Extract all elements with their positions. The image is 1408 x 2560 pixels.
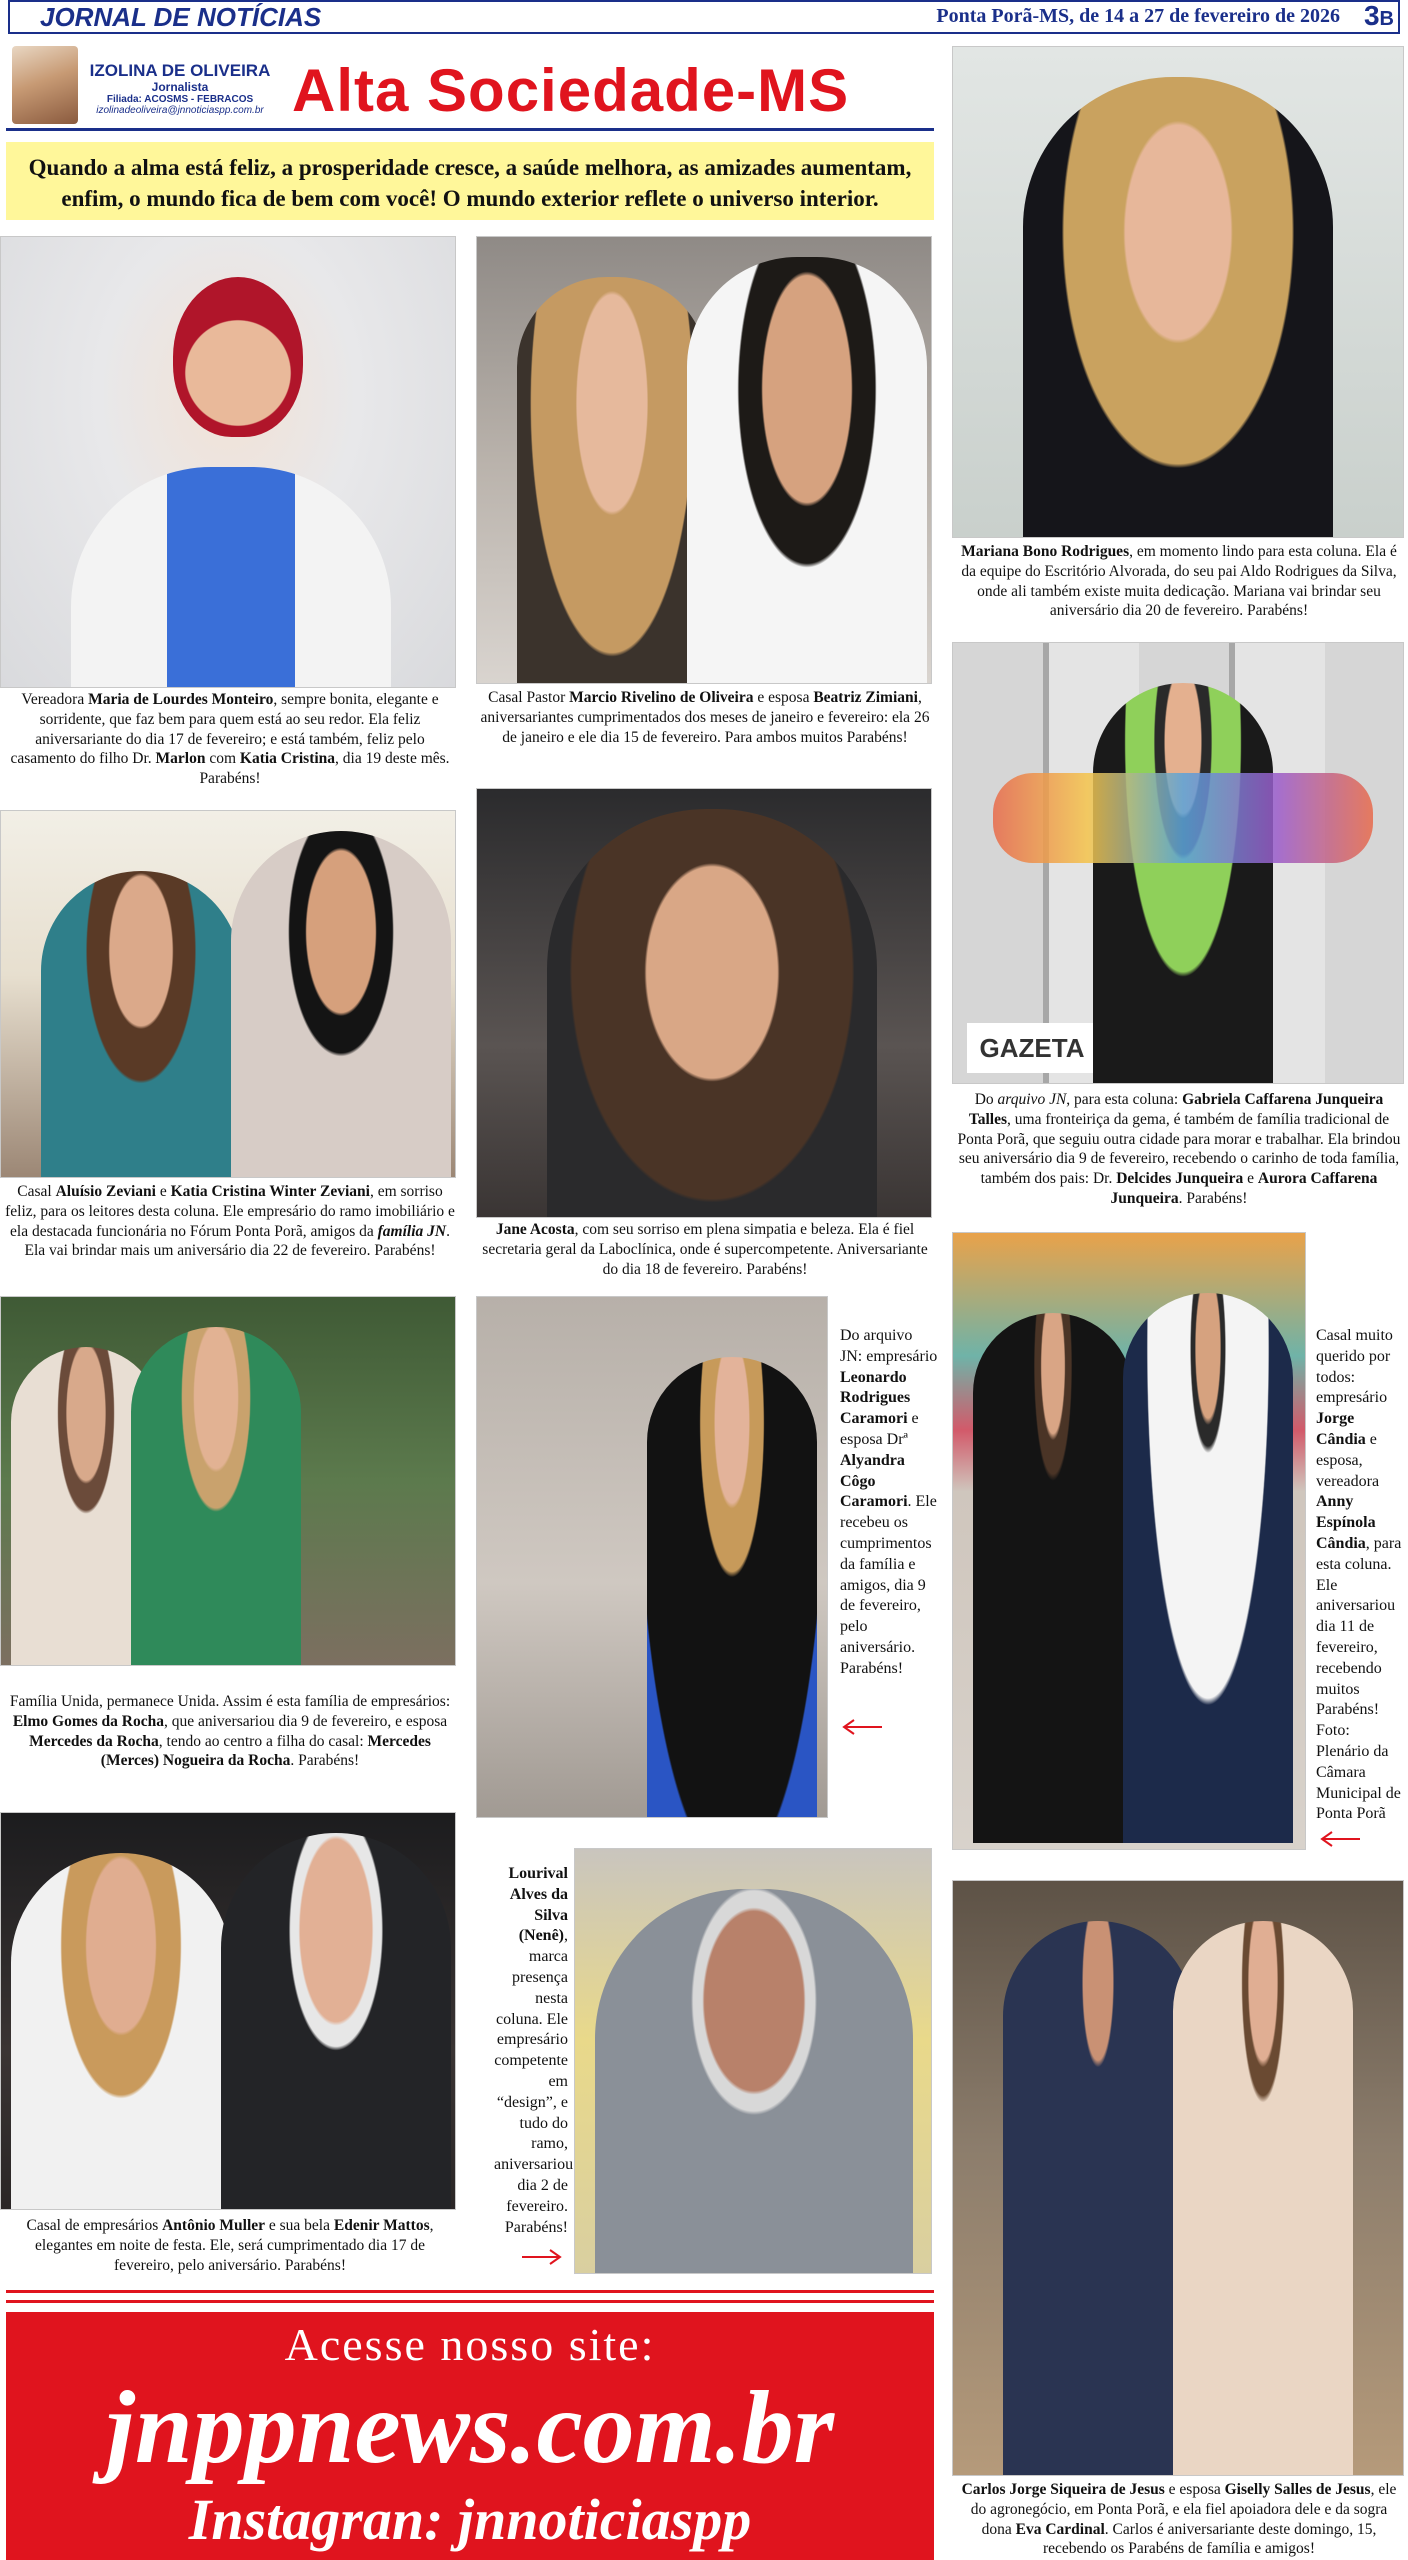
caption-carlos	[956, 2480, 1402, 2559]
cap-text: , em momento lindo para esta coluna. Ela é da equipe do Escritório Alvorada, do seu pai Aldo Rodrigues da Silva, onde ali também existe muita dedicação. Mariana vai brindar seu aniversário dia 20 de fevereiro. Parabéns!	[961, 543, 1397, 620]
column-quote: Quando a alma está feliz, a prosperidade cresce, a saúde melhora, as amizades aumentam, enfim, o mundo fica de bem com você! O mundo exterior reflete o universo interior.	[6, 142, 934, 220]
cap-text: com	[205, 750, 240, 768]
cap-text: , marca presença nesta coluna. Ele empresário competente em “design”, e tudo do ramo, aniversariou dia 2 de fevereiro. Parabéns!	[494, 1927, 574, 2236]
cap-name: Alyandra Côgo Caramori	[840, 1451, 908, 1511]
caption-jorge	[1316, 1326, 1404, 1825]
silhouette-man	[231, 831, 451, 1178]
paper-name: JORNAL DE NOTÍCIAS	[40, 2, 322, 32]
page-section: B	[1379, 8, 1394, 30]
arrow-left-icon	[840, 1718, 884, 1736]
ad-instagram-link[interactable]: Instagran: jnnoticiaspp	[188, 2487, 752, 2552]
caption-mariana	[956, 542, 1402, 621]
cap-name: Anny Espínola Cândia	[1316, 1493, 1376, 1552]
caption-aluisio	[4, 1182, 456, 1261]
photo-lourival	[574, 1848, 932, 2274]
cap-name: Mercedes da Rocha	[29, 1732, 159, 1750]
silhouette-man	[1003, 1921, 1193, 2476]
cap-text: , para esta coluna. Ele aniversariou dia 11 de fevereiro, recebendo muitos Parabéns! Foto: Plenário da Câmara Municipal de Ponta Porã	[1316, 1534, 1402, 1823]
cap-text: . Parabéns!	[1178, 1190, 1248, 1208]
author-affiliation: Filiada: ACOSMS - FEBRACOS	[106, 93, 254, 105]
cap-name: Elmo Gomes da Rocha	[12, 1712, 164, 1730]
ad-line-access: Acesse nosso site:	[284, 2319, 656, 2370]
silhouette-woman-center	[131, 1327, 301, 1666]
silhouette-woman	[11, 1853, 231, 2210]
cap-text: . Parabéns!	[290, 1752, 360, 1770]
cap-name: Antônio Muller	[162, 2217, 266, 2234]
cap-text: . Ele recebeu os cumprimentos da família e amigos, dia 9 de fevereiro, pelo aniversário. Parabéns!	[840, 1493, 937, 1677]
cap-text: e	[1243, 1170, 1258, 1188]
cap-text: , elegantes em noite de festa. Ele, será cumprimentado dia 17 de fevereiro, pelo aniversário. Parabéns!	[35, 2217, 434, 2274]
cap-text: , sempre bonita, elegante e sorridente, que faz bem para quem está ao seu redor. Ela feliz aniversariante do dia 17 de fevereiro; e está também, feliz pelo casamento do filho Dr.	[10, 691, 439, 768]
date-line: Ponta Porã-MS, de 14 a 27 de fevereiro de 2026	[936, 5, 1340, 27]
caption-marcio	[480, 688, 930, 747]
silhouette-body	[71, 467, 391, 688]
cap-text: e sua bela	[265, 2217, 334, 2234]
photo-mariana	[952, 46, 1404, 538]
cap-name: Marcio Rivelino de Oliveira	[569, 689, 754, 706]
photo-maria-de-lourdes	[0, 236, 456, 688]
page-number-digit: 3	[1363, 0, 1380, 31]
column-title: Alta Sociedade-MS	[292, 57, 850, 124]
cap-text: , uma fronteiriça da gema, é também de família tradicional de Ponta Porã, que seguiu outra cidade para morar e trabalhar. Ela brindou seu aniversário dia 9 de fevereiro, recebendo o carinho de toda família, também dos pais: Dr.	[957, 1110, 1401, 1188]
cap-text: e esposa	[1164, 2481, 1225, 2498]
cap-text: Do arquivo JN: empresário	[840, 1327, 938, 1365]
silhouette-mariana	[1023, 77, 1333, 538]
silhouette-man	[1123, 1293, 1293, 1843]
silhouette-woman	[647, 1357, 817, 1818]
silhouette-gabriela	[1093, 683, 1273, 1084]
cap-text: , tendo ao centro a filha do casal:	[158, 1732, 368, 1750]
caption-gabriela	[956, 1090, 1402, 1209]
photo-gabriela	[952, 642, 1404, 1084]
photo-elmo-family	[0, 1296, 456, 1666]
cap-text: Casal muito querido por todos: empresário	[1316, 1327, 1393, 1407]
silhouette-woman	[1173, 1921, 1353, 2476]
caption-leonardo	[840, 1326, 938, 1680]
cap-text: . Ela vai brindar mais um aniversário dia 22 de fevereiro. Parabéns!	[24, 1222, 450, 1260]
cap-name: Katia Cristina Winter Zeviani	[170, 1183, 370, 1200]
silhouette-woman	[41, 871, 241, 1178]
photo-aluisio-katia	[0, 810, 456, 1178]
cap-name: Gabriela Caffarena Junqueira Talles	[968, 1091, 1384, 1128]
title-rule	[6, 128, 934, 131]
cap-text: , em sorriso feliz, para os leitores desta coluna. Ele empresário do ramo imobiliário e ela destacada funcionária no Fórum Ponta Porã, amigos da	[5, 1183, 455, 1240]
cap-name: Giselly Salles de Jesus	[1224, 2481, 1371, 2498]
silhouette-woman	[517, 277, 707, 684]
cap-text: Família Unida, permanece Unida. Assim é esta família de empresários:	[9, 1693, 451, 1710]
cap-name: Carlos Jorge Siqueira de Jesus	[961, 2481, 1165, 2498]
cap-text: e	[155, 1183, 171, 1200]
caption-jane	[480, 1220, 930, 1279]
ad-site-link[interactable]: jnppnews.com.br	[105, 2370, 835, 2485]
cap-name: Marlon	[155, 750, 206, 768]
cap-text: , que aniversariou dia 9 de fevereiro, e esposa	[163, 1712, 448, 1730]
silhouette-man	[221, 1833, 451, 2210]
caption-antonio	[4, 2216, 456, 2275]
author-name: IZOLINA DE OLIVEIRA	[89, 61, 271, 80]
author-block	[82, 62, 278, 116]
cap-text: . Carlos é aniversariante deste domingo, 15, recebendo os Parabéns de família e amigos!	[1042, 2520, 1377, 2558]
cap-name: Edenir Mattos	[333, 2217, 430, 2234]
photo-leonardo-alyandra	[476, 1296, 828, 1818]
caption-lourival	[494, 1864, 574, 2238]
cap-text: e esposa, vereadora	[1316, 1430, 1380, 1490]
caption-maria	[4, 690, 456, 789]
cap-text: , ele do agronegócio, em Ponta Porã, e ela fiel apoiadora dele e da sogra dona	[970, 2481, 1397, 2538]
silhouette-woman	[973, 1313, 1133, 1843]
cap-text: , aniversariantes cumprimentados dos meses de janeiro e fevereiro: ela 26 de janeiro e ele dia 15 de fevereiro. Para ambos muitos Parabéns!	[480, 689, 930, 746]
cap-text: Do	[974, 1091, 998, 1108]
cap-name: Delcides Junqueira	[1116, 1170, 1244, 1188]
cap-name: Maria de Lourdes Monteiro	[88, 691, 274, 708]
cap-italic: arquivo JN	[997, 1091, 1067, 1108]
photo-carlos-giselly	[952, 1880, 1404, 2476]
cap-name: Mariana Bono Rodrigues	[961, 543, 1130, 560]
cap-name: Katia Cristina	[239, 750, 336, 768]
cap-text: Casal Pastor	[488, 689, 570, 706]
silhouette-man	[687, 257, 927, 684]
cap-name: Aurora Caffarena Junqueira	[1110, 1170, 1378, 1208]
cap-name: Jorge Cândia	[1316, 1410, 1366, 1448]
author-email: izolinadeoliveira@jnnoticiaspp.com.br	[96, 104, 264, 116]
ad-rule-top	[6, 2290, 934, 2293]
ad-rule-bottom	[6, 2300, 934, 2303]
author-avatar	[12, 46, 78, 124]
silhouette-arms	[993, 773, 1373, 863]
cap-text: Vereadora	[21, 691, 89, 708]
photo-antonio-edenir	[0, 1812, 456, 2210]
author-role: Jornalista	[151, 79, 209, 94]
photo-jorge-anny	[952, 1232, 1306, 1850]
cap-name: Beatriz Zimiani	[813, 689, 918, 706]
cap-name: família JN	[377, 1222, 447, 1240]
cap-text: , para esta coluna:	[1066, 1091, 1183, 1108]
photo-marcio-beatriz	[476, 236, 932, 684]
caption-elmo	[4, 1692, 456, 1771]
silhouette-head	[173, 277, 303, 437]
cap-name: Eva Cardinal	[1015, 2520, 1105, 2538]
cap-text: , com seu sorriso em plena simpatia e beleza. Ela é fiel secretaria geral da Laboclínica, onde é supercompetente. Aniversariante do dia 18 de fevereiro. Parabéns!	[482, 1221, 928, 1278]
cap-text: e esposa	[753, 689, 814, 706]
silhouette-man	[487, 1317, 667, 1818]
gazeta-sign: GAZETA	[967, 1023, 1097, 1073]
cap-name: Lourival Alves da Silva (Nenê)	[508, 1865, 568, 1945]
cap-name: Jane Acosta	[495, 1221, 575, 1238]
cap-text: , dia 19 deste mês. Parabéns!	[199, 750, 450, 788]
arrow-left-icon	[1318, 1830, 1362, 1848]
cap-name: Leonardo Rodrigues Caramori	[840, 1368, 911, 1428]
silhouette-lourival	[595, 1889, 913, 2274]
cap-name: Aluísio Zeviani	[55, 1183, 156, 1200]
page-number	[1364, 0, 1394, 32]
cap-name: Mercedes (Merces) Nogueira da Rocha	[100, 1732, 431, 1770]
silhouette-jane	[547, 809, 877, 1218]
cap-text: Casal de empresários	[26, 2217, 163, 2234]
silhouette-man-right	[281, 1297, 456, 1666]
photo-jane-acosta	[476, 788, 932, 1218]
cap-text: e esposa Drª	[840, 1410, 919, 1448]
arrow-right-icon	[520, 2248, 564, 2266]
cap-text: Casal	[17, 1183, 56, 1200]
